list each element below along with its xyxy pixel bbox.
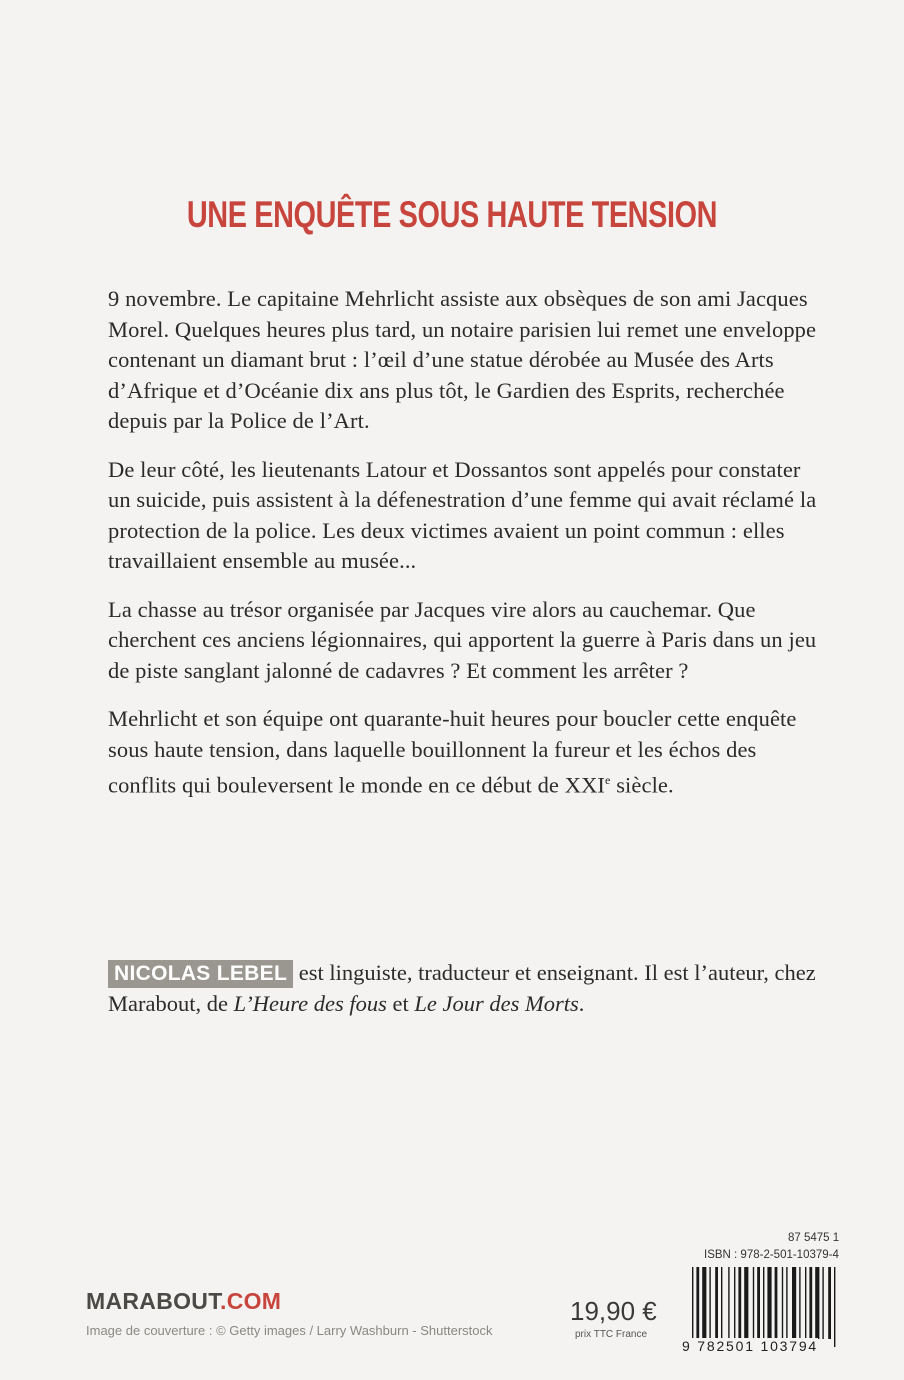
barcode-bar (692, 1267, 693, 1347)
book-title-2: Le Jour des Morts (414, 990, 579, 1016)
barcode-bar (767, 1267, 771, 1347)
barcode-bar (728, 1267, 729, 1339)
price-note: prix TTC France (575, 1329, 648, 1340)
barcode-bar (734, 1267, 735, 1339)
barcode-bar (715, 1267, 718, 1339)
headline: UNE ENQUÊTE SOUS HAUTE TENSION (186, 194, 718, 235)
century-superscript: e (605, 773, 611, 787)
barcode-bar (757, 1267, 760, 1339)
barcode-bar (834, 1267, 835, 1347)
barcode-bar (709, 1267, 710, 1339)
barcode-bar (822, 1267, 823, 1339)
internal-code: 87 5475 1 (788, 1232, 840, 1244)
publisher-name: MARABOUT (86, 1288, 220, 1314)
synopsis-paragraph-1: 9 novembre. Le capitaine Mehrlicht assiste aux obsèques de son ami Jacques Morel. Quelques heures plus tard, un notaire parisien lui remet une enveloppe contenant un diamant brut : l’œil d’une statue dérobée au Musée des Arts d’Afrique et d’Océanie dix ans plus tôt, le Gardien des Esprits, recherchée depuis par la Police de l’Art. (108, 286, 817, 433)
barcode-bar (799, 1267, 800, 1339)
paragraph-4-text: Mehrlicht et son équipe ont quarante-huit heures pour boucler cette enquête sous haute tension, dans laquelle bouillonnent la fureur et les échos des conflits qui bouleversent le monde en ce début de XXI (108, 706, 797, 798)
barcode-bar (744, 1267, 748, 1339)
barcode-bar (786, 1267, 787, 1339)
author-bio-end: . (578, 990, 585, 1016)
author-name-tag: NICOLAS LEBEL (108, 960, 293, 988)
author-bio (108, 958, 828, 1019)
synopsis-paragraph-3: La chasse au trésor organisée par Jacques vire alors au cauchemar. Que cherchent ces anciens légionnaires, qui apportent la guerre à Paris dans un jeu de piste sanglant jalonné de cadavres ? Et comment les arrêter ? (108, 596, 817, 683)
barcode-bar (763, 1267, 764, 1347)
barcode-bar (775, 1267, 778, 1339)
barcode-bar (738, 1267, 741, 1339)
barcode-bar (828, 1267, 831, 1339)
book-title-1: L’Heure des fous (233, 990, 387, 1016)
barcode-bar (721, 1267, 722, 1339)
barcode-bar (815, 1267, 819, 1339)
cover-credit: Image de couverture : © Getty images / Larry Washburn - Shutterstock (86, 1323, 493, 1338)
publisher-domain: .COM (220, 1288, 282, 1314)
barcode-bar (805, 1267, 806, 1339)
isbn-text: ISBN : 978-2-501-10379-4 (704, 1249, 839, 1261)
author-bio-and: et (386, 990, 415, 1016)
barcode-bar (809, 1267, 812, 1339)
paragraph-4-end: siècle. (610, 772, 674, 798)
publisher-site (86, 1288, 281, 1315)
barcode-bar (702, 1267, 706, 1339)
price: 19,90 € (570, 1296, 657, 1326)
synopsis-paragraph-4 (108, 704, 828, 801)
synopsis-paragraph-2: De leur côté, les lieutenants Latour et Dossantos sont appelés pour constater un suicide, puis assistent à la défenestration d’une femme qui avait réclamé la protection de la police. Les deux victimes avaient un point commun : elles travaillaient ensemble au musée... (108, 456, 817, 573)
barcode-bar (782, 1267, 783, 1339)
barcode-digits: 9 782501 103794 (682, 1338, 818, 1354)
synopsis (108, 284, 828, 819)
barcode-bar (696, 1267, 699, 1347)
barcode-bar (792, 1267, 796, 1339)
barcode-bar (753, 1267, 754, 1339)
author-bio-text: est linguiste, traducteur et enseignant. Il est l’auteur, chez Marabout, de (108, 960, 816, 1016)
